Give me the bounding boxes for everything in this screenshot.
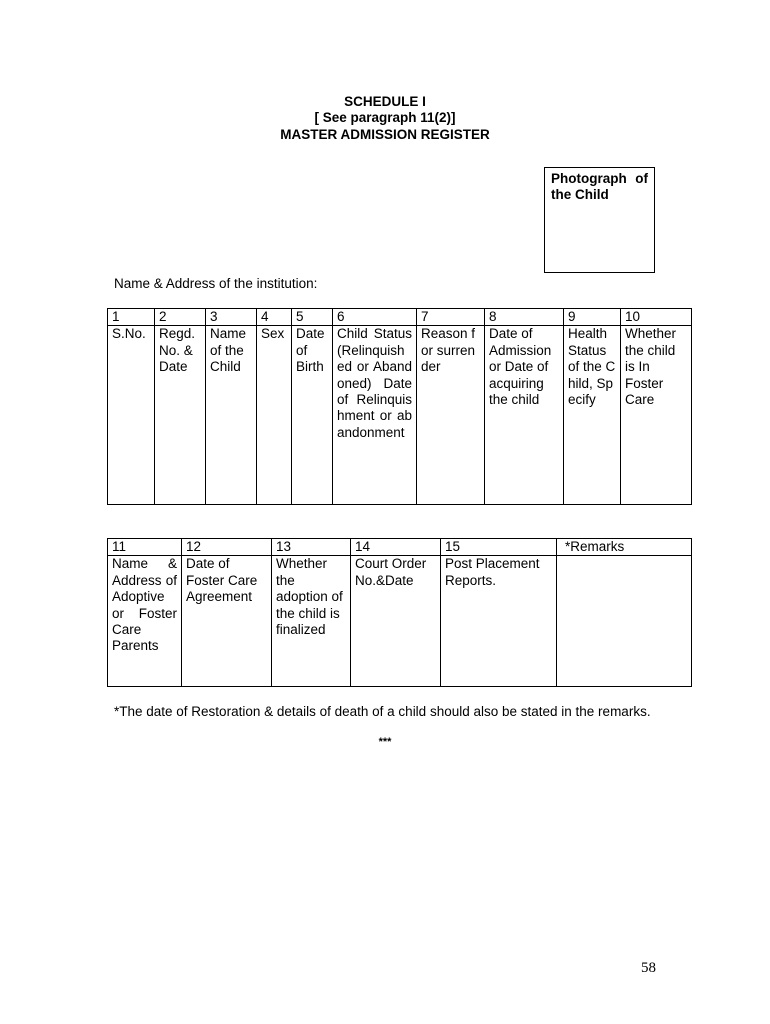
- admission-table-part1: [107, 308, 692, 505]
- schedule-title: SCHEDULE I: [344, 94, 426, 109]
- col-header-regd: Regd. No. & Date: [155, 326, 206, 505]
- col-number: 4: [257, 309, 292, 326]
- col-number: 9: [564, 309, 621, 326]
- col-number: 11: [108, 539, 182, 556]
- footnote: *The date of Restoration & details of death of a child should also be stated in the remarks.: [114, 704, 651, 719]
- institution-label: Name & Address of the institution:: [114, 276, 318, 291]
- col-header-post-placement: Post Placement Reports.: [441, 556, 557, 687]
- col-number: 10: [621, 309, 692, 326]
- col-header-adoption-finalized: Whether the adoption of the child is finalized: [272, 556, 351, 687]
- col-header-parents: Name & Address of Adoptive or Foster Care Parents: [108, 556, 182, 687]
- col-number: 13: [272, 539, 351, 556]
- col-header-sex: Sex: [257, 326, 292, 505]
- col-number: 8: [485, 309, 564, 326]
- col-header-foster-agreement: Date of Foster Care Agreement: [182, 556, 272, 687]
- col-header-court-order: Court Order No.&Date: [351, 556, 441, 687]
- col-number: 15: [441, 539, 557, 556]
- col-number: 2: [155, 309, 206, 326]
- paragraph-reference: [ See paragraph 11(2)]: [314, 110, 456, 125]
- col-header-reason: Reason for surrender: [417, 326, 485, 505]
- photograph-label: Photograph of the Child: [551, 171, 648, 202]
- col-number: 1: [108, 309, 155, 326]
- col-remarks-cell: [557, 556, 692, 687]
- col-number: 6: [333, 309, 417, 326]
- col-remarks-label: *Remarks: [557, 539, 692, 556]
- col-number: 3: [206, 309, 257, 326]
- col-number: 5: [292, 309, 333, 326]
- col-header-name: Name of the Child: [206, 326, 257, 505]
- col-header-dob: Date of Birth: [292, 326, 333, 505]
- admission-table-part2: [107, 538, 692, 687]
- col-number: 7: [417, 309, 485, 326]
- page-number: 58: [641, 960, 656, 976]
- col-number: 14: [351, 539, 441, 556]
- photograph-box: [544, 167, 655, 273]
- col-header-admission-date: Date of Admission or Date of acquiring the child: [485, 326, 564, 505]
- register-title: MASTER ADMISSION REGISTER: [280, 127, 490, 142]
- separator-stars: ***: [378, 736, 392, 748]
- col-number: 12: [182, 539, 272, 556]
- col-header-child-status: Child Status (Relinquished or Abandoned) Date of Relinquishment or abandonment: [333, 326, 417, 505]
- col-header-sno: S.No.: [108, 326, 155, 505]
- col-header-health-status: Health Status of the Child, Specify: [564, 326, 621, 505]
- col-header-foster-care: Whether the child is In Foster Care: [621, 326, 692, 505]
